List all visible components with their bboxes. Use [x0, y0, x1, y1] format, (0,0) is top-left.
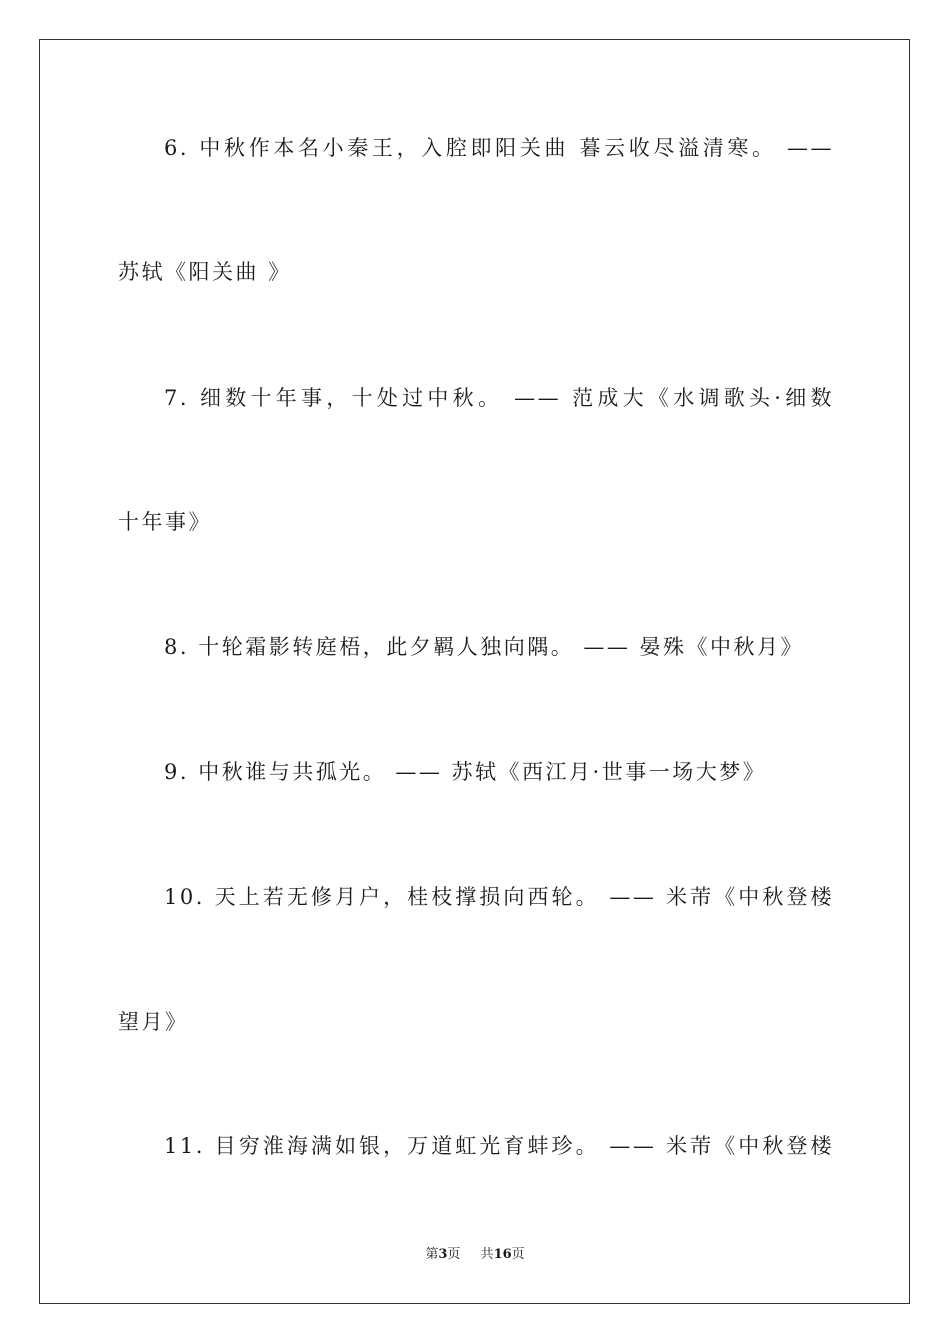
text-line-9: 11. 目穷淮海满如银，万道虹光育蚌珍。 —— 米芾《中秋登楼 [164, 1134, 834, 1158]
total-pages-indicator [481, 1247, 525, 1262]
text-line-3: 7. 细数十年事，十处过中秋。 —— 范成大《水调歌头·细数 [164, 386, 834, 410]
page-number: 3 [438, 1247, 448, 1262]
text-line-2: 苏轼《阳关曲 》 [118, 260, 292, 284]
page-indicator [425, 1247, 460, 1262]
text-line-7: 10. 天上若无修月户，桂枝撑损向西轮。 —— 米芾《中秋登楼 [164, 885, 834, 909]
total-number: 16 [493, 1247, 512, 1262]
text-line-8: 望月》 [118, 1010, 189, 1034]
total-suffix: 页 [511, 1247, 525, 1262]
page-prefix: 第 [425, 1247, 439, 1262]
text-line-5: 8. 十轮霜影转庭梧，此夕羁人独向隅。 —— 晏殊《中秋月》 [164, 635, 805, 659]
text-line-1: 6. 中秋作本名小秦王，入腔即阳关曲 暮云收尽溢清寒。 —— [164, 136, 834, 160]
page-footer [0, 1246, 950, 1264]
text-line-6: 9. 中秋谁与共孤光。 —— 苏轼《西江月·世事一场大梦》 [164, 760, 767, 784]
total-prefix: 共 [480, 1247, 494, 1262]
page-suffix: 页 [447, 1247, 461, 1262]
page-frame [39, 39, 910, 1304]
text-line-4: 十年事》 [118, 510, 212, 534]
